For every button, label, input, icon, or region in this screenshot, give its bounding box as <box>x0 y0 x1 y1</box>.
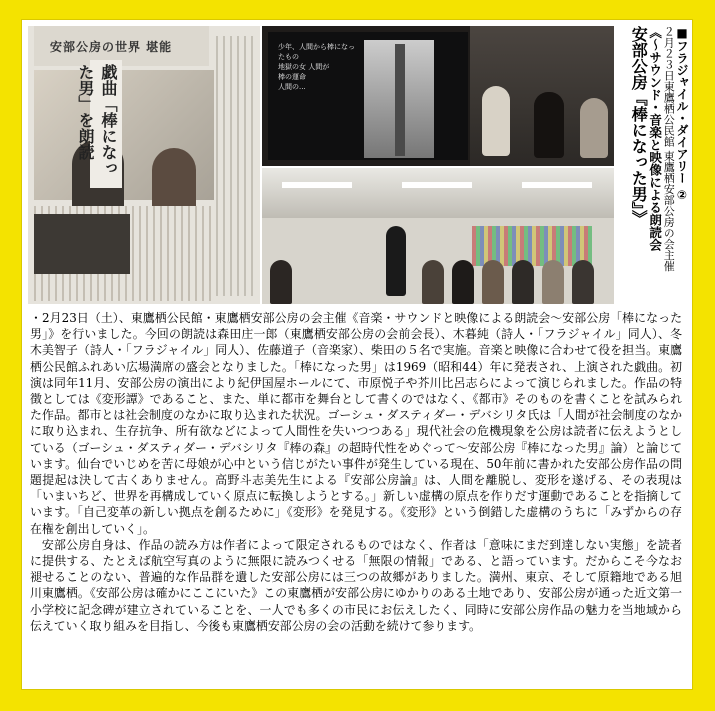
clipping-photo <box>34 70 214 200</box>
page-sheet <box>22 20 692 689</box>
event-date-venue: ２月２３日東鷹栖公民館 東鷹栖安部公房の会主催 <box>662 26 676 272</box>
audience-hall-photo <box>262 168 614 304</box>
clipping-headline: 安部公房の世界 堪能 <box>50 40 173 54</box>
projected-poem: 少年、人間から棒になったもの 地獄の女 人間が 棒の運命 人間の... <box>278 43 355 91</box>
series-title: ■フラジャイル・ダイアリー ② <box>675 26 689 203</box>
clipping-text-columns <box>216 36 256 296</box>
projection-screen <box>268 32 468 160</box>
reader-figure <box>482 86 510 156</box>
speaker-figure <box>386 226 406 296</box>
newspaper-clipping-photo <box>28 26 260 304</box>
yellow-frame <box>4 4 709 705</box>
reader-figure <box>534 92 564 158</box>
clipping-small-photo <box>34 214 130 274</box>
event-subtitle: 《〜サウンド・音楽と映像による朗読会 <box>647 26 663 251</box>
article-paragraph: ・2月23日（土）、東鷹栖公民館・東鷹栖安部公房の会主催《音楽・サウンドと映像による朗読会〜安部公房「棒になった男」》を行いました。今回の朗読は森田庄一郎（東鷹栖安部公房の会前会長）、木暮純（詩人・「フラジャイル」同人）、冬木美智子（詩人・「フラジャイル」同人）、佐藤道子（音楽家）、柴田の５名で実施。音楽と映像に合わせて役を担当。東鷹栖公民館ふれあい広場満席の盛会となりました。「棒になった男」は1969（昭和44）年に発表され、上演された戯曲。初演は同年11月、安部公房の演出により紀伊国屋ホールにて、市原悦子や芥川比呂志らによって演じられました。作品の特徴としては《変形譚》であること、また、単に都市を舞台として書くのではなく、《都市》そのものを書くことを試みられた作品。都市とは社会制度のなかに取り込まれた状況。ゴーシュ・ダスティダー・デバシリタ氏は「人間が社会制度のなかに取り込まれ、生存抗争、所有欲などによって人間性を失いつつある」現代社会の危機現象を公房は読者に伝えようとしている（ゴーシュ・ダスティダー・デバシリタ『棒の森』の超時代性をめぐって〜安部公房『棒になった男』論）と論じています。仙台でいじめを苦に母娘が心中という信じがたい事件が発生している現在、50年前に書かれた安部公房作品の問題提起は決して古くありません。高野斗志美先生による『安部公房論』は、人間を離脱し、変形を遂げる、その表現は「いまいちど、世界を再構成していく原点に転換しようとする。」新しい虚構の原点を作りだす運動であることを指摘しています。「自己変革の新しい拠点を創るために」《変形》を発見する。《変形》という倒錯した虚構のうちに「みずからの存在権を創出していく」。 <box>30 311 682 536</box>
clipping-vertical-heading: 戯曲「棒になった男」を朗読 <box>90 60 122 188</box>
article-paragraph: 安部公房自身は、作品の読み方は作者によって限定されるものではなく、作者は「意味にまだ到達しない実態」を読者に提供する、たとえば航空写真のように無限に読みつくせる「無限の情報」である、と語っています。だからこそ今なお褪せることのない、普遍的な作品群を遺した安部公房には三つの故郷がありました。満州、東京、そして原籍地である旭川東鷹栖。《安部公房は確かにここにいた》この東鷹栖が安部公房にゆかりのある土地であり、安部公房が通った近文第一小学校に記念碑が建立されていることを、一人でも多くの市民にお伝えしたく、同時に安部公房作品の魅力を当地域から伝えていく取り組みを目指し、今後も東鷹栖安部公房の会の活動を続けて参ります。 <box>30 537 682 633</box>
reader-figure <box>580 98 608 158</box>
event-title: 安部公房『棒になった男』》 <box>629 26 649 226</box>
article-body <box>30 310 682 634</box>
reading-stage-photo <box>262 26 614 166</box>
vertical-caption <box>614 26 688 304</box>
